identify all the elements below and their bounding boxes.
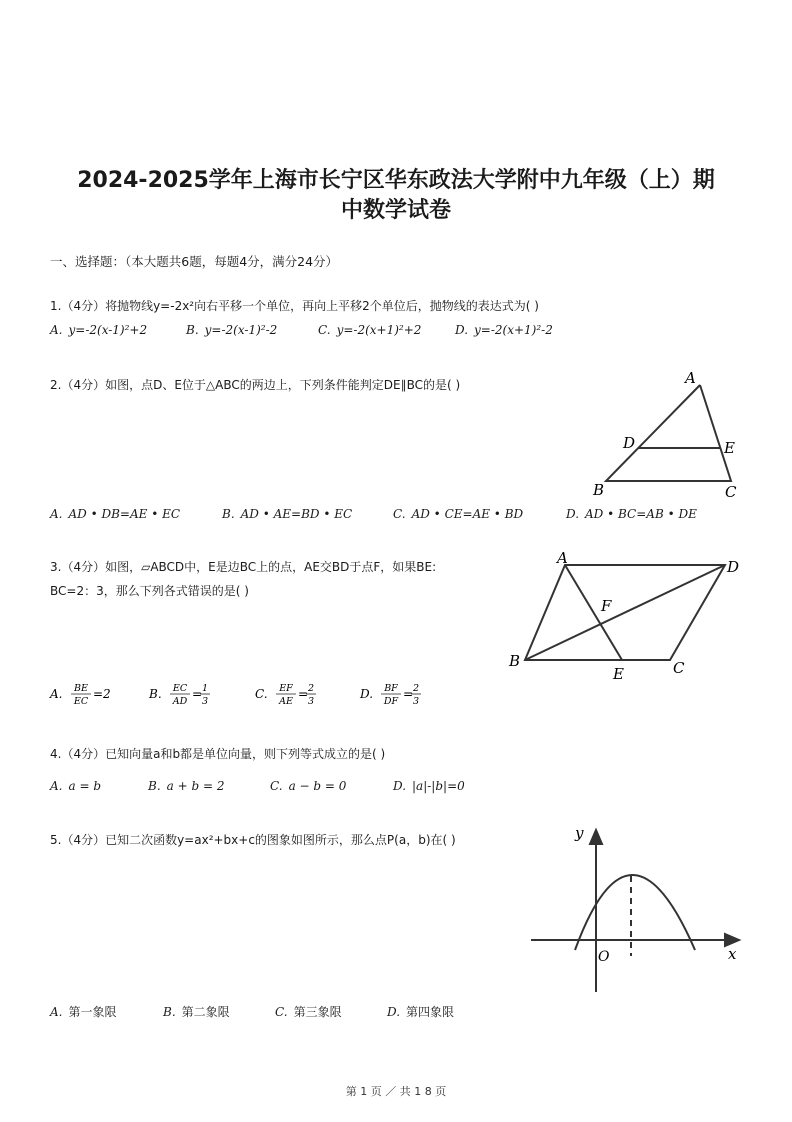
q3-label-d: D — [727, 558, 740, 576]
svg-text:=: = — [298, 687, 309, 701]
svg-text:3: 3 — [201, 696, 209, 707]
title-line-1: 2024-2025学年上海市长宁区华东政法大学附中九年级（上）期 — [77, 168, 715, 193]
svg-text:AD: AD — [172, 696, 188, 707]
q3-label-f: F — [601, 597, 612, 615]
q3-option-b[interactable] — [148, 683, 210, 707]
q1-option-d[interactable]: D. y=-2(x+1)²-2 — [455, 323, 553, 337]
q4-option-a[interactable]: A. a = b — [50, 779, 102, 793]
q5-option-a[interactable]: A. 第一象限 — [50, 1005, 117, 1019]
q1-option-a[interactable]: A. y=-2(x-1)²+2 — [50, 323, 148, 337]
svg-text:2: 2 — [307, 683, 315, 694]
q3-option-c[interactable] — [255, 683, 316, 707]
q3-label-e: E — [613, 665, 624, 683]
svg-text:=: = — [192, 687, 203, 701]
q3-stem-line-2: BC=2：3，那么下列各式错误的是( ) — [50, 584, 249, 598]
title-line-2: 中数学试卷 — [340, 198, 451, 223]
q3-stem-line-1: 3.（4分）如图，▱ABCD中，E是边BC上的点，AE交BD于点F，如果BE: — [50, 560, 437, 574]
q2-triangle-figure — [585, 365, 745, 505]
q5-parabola-graph — [525, 822, 745, 997]
svg-text:EC: EC — [73, 696, 89, 707]
svg-text:3: 3 — [412, 696, 420, 707]
q5-option-b[interactable]: B. 第二象限 — [163, 1005, 230, 1019]
q2-option-a[interactable]: A. AD • DB=AE • EC — [50, 507, 181, 521]
q5-option-d[interactable]: D. 第四象限 — [387, 1005, 455, 1019]
q2-label-e: E — [724, 439, 735, 457]
section-heading: 一、选择题：（本大题共6题，每题4分，满分24分） — [50, 254, 339, 269]
q4-option-c[interactable]: C. a − b = 0 — [270, 779, 347, 793]
svg-text:D.: D. — [360, 687, 374, 701]
q1-stem: 1.（4分）将抛物线y=-2x²向右平移一个单位，再向上平移2个单位后，抛物线的表达式为( ) — [50, 299, 539, 313]
q1-option-b[interactable]: B. y=-2(x-1)²-2 — [186, 323, 278, 337]
q3-label-a: A — [557, 549, 568, 567]
q5-stem: 5.（4分）已知二次函数y=ax²+bx+c的图象如图所示，那么点P(a，b)在( ) — [50, 833, 456, 847]
q2-option-c[interactable]: C. AD • CE=AE • BD — [393, 507, 524, 521]
q2-option-d[interactable]: D. AD • BC=AB • DE — [566, 507, 697, 521]
page-footer: 第 1 页 ／ 共 1 8 页 — [345, 1085, 447, 1098]
q5-label-x: x — [728, 945, 737, 963]
q1-option-c[interactable]: C. y=-2(x+1)²+2 — [318, 323, 422, 337]
q3-label-c: C — [673, 659, 685, 677]
q2-label-b: B — [593, 481, 605, 499]
svg-text:1: 1 — [201, 683, 209, 694]
svg-text:EF: EF — [279, 683, 293, 694]
q3-parallelogram-figure — [505, 548, 750, 683]
svg-text:AE: AE — [279, 696, 293, 707]
q5-label-origin: O — [598, 949, 610, 965]
q4-stem: 4.（4分）已知向量a和b都是单位向量，则下列等式成立的是( ) — [50, 747, 386, 761]
q2-label-d: D — [623, 434, 636, 452]
svg-text:C.: C. — [255, 687, 268, 701]
q5-option-c[interactable]: C. 第三象限 — [275, 1005, 342, 1019]
q2-label-c: C — [725, 483, 737, 501]
svg-text:BF: BF — [384, 683, 398, 694]
q4-option-b[interactable]: B. a + b = 2 — [148, 779, 225, 793]
svg-text:=: = — [403, 687, 414, 701]
svg-text:EC: EC — [172, 683, 188, 694]
q2-option-b[interactable]: B. AD • AE=BD • EC — [222, 507, 353, 521]
svg-text:BE: BE — [74, 683, 88, 694]
page-title — [40, 166, 752, 226]
q2-stem: 2.（4分）如图，点D、E位于△ABC的两边上，下列条件能判定DE∥BC的是( ) — [50, 378, 461, 392]
parabola-curve — [575, 875, 695, 950]
q3-label-b: B — [509, 652, 521, 670]
svg-text:2: 2 — [412, 683, 420, 694]
svg-text:=2: =2 — [93, 687, 111, 701]
q2-label-a: A — [685, 369, 696, 387]
q4-option-d[interactable]: D. |a|-|b|=0 — [393, 779, 465, 793]
svg-text:DF: DF — [383, 696, 399, 707]
q3-options-row — [48, 678, 488, 712]
q3-option-a[interactable] — [49, 683, 111, 707]
svg-text:A.: A. — [50, 687, 63, 701]
q5-label-y: y — [575, 824, 584, 842]
svg-text:B.: B. — [149, 687, 162, 701]
q3-option-d[interactable] — [359, 683, 421, 707]
svg-text:3: 3 — [307, 696, 315, 707]
y-axis-arrow — [590, 830, 602, 844]
